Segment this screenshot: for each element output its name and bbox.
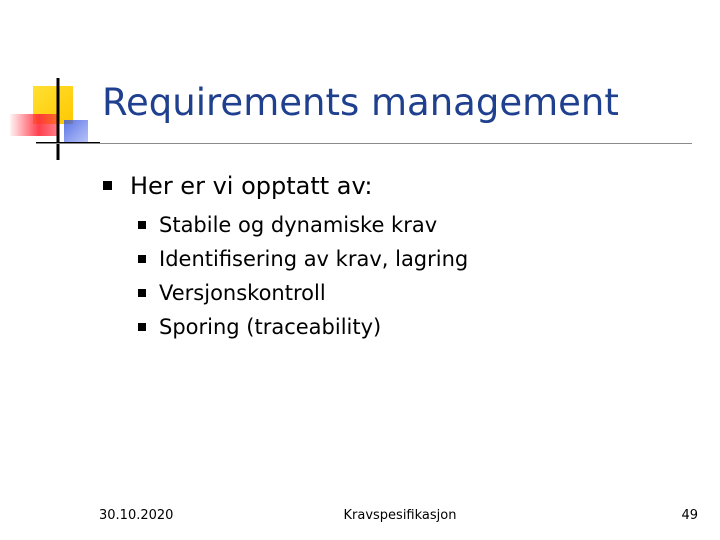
title-divider: [36, 143, 692, 144]
square-bullet-icon: [138, 289, 146, 297]
page-number: 49: [681, 508, 698, 523]
footer-title: Kravspesifikasjon: [343, 508, 457, 523]
square-bullet-icon: [138, 323, 146, 331]
list-item-text: Identifisering av krav, lagring: [159, 247, 469, 271]
slide-title: Requirements management: [102, 81, 619, 124]
square-bullet-icon: [138, 255, 146, 263]
list-item-text: Sporing (traceability): [159, 315, 382, 339]
footer-date: 30.10.2020: [99, 508, 174, 523]
list-item-text: Stabile og dynamiske krav: [159, 213, 438, 237]
list-item-text: Versjonskontroll: [159, 281, 326, 305]
logo-blue-square: [64, 120, 88, 144]
square-bullet-icon: [103, 181, 112, 190]
square-bullet-icon: [138, 221, 146, 229]
logo-red-band: [10, 114, 58, 136]
logo-graphic: [0, 0, 110, 170]
main-bullet-text: Her er vi opptatt av:: [130, 172, 373, 200]
